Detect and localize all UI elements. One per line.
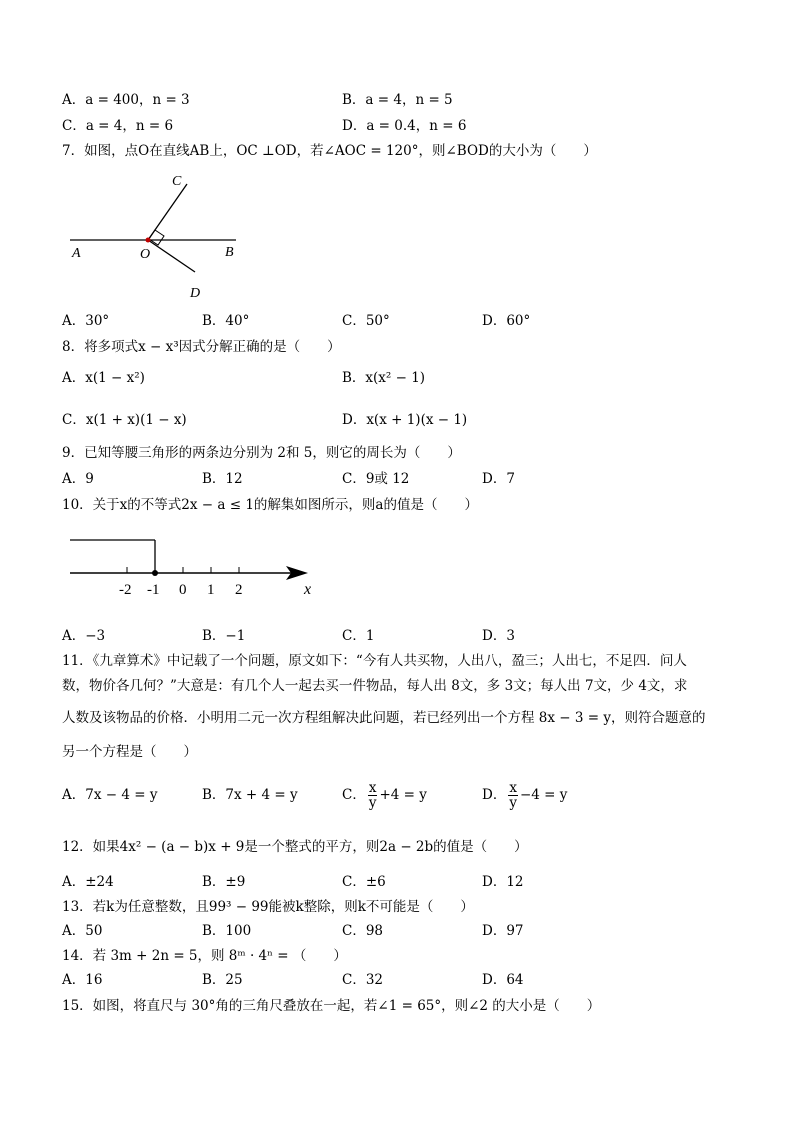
q11-option-c-fraction: [368, 781, 378, 810]
q13-option-a: A．50: [62, 923, 103, 939]
tick-label-0: 0: [179, 582, 187, 598]
q7-option-c: C．50°: [342, 313, 390, 329]
q11-option-d-suffix: −4 = y: [519, 787, 568, 803]
q7-option-b: B．40°: [202, 313, 250, 329]
q14-option-d: D．64: [482, 972, 524, 988]
q7-figure: [60, 165, 260, 305]
q12-option-c: C．±6: [342, 874, 386, 890]
q11-line-2: 数，物价各几何？”大意是：有几个人一起去买一件物品，每人出 8文，多 3文；每人出 7文，少 4文，求: [62, 678, 688, 694]
q12-option-b: B．±9: [202, 874, 246, 890]
q7-question: 7．如图，点O在直线AB上，OC ⊥OD，若∠AOC = 120°，则∠BOD的大小为（ ）: [62, 143, 597, 159]
q11-option-c-suffix: +4 = y: [379, 787, 427, 803]
tick-label--1: -1: [147, 582, 160, 598]
q10-option-c: C．1: [342, 628, 375, 644]
q11-option-a: A．7x − 4 = y: [62, 787, 158, 803]
solid-point: [152, 570, 158, 576]
q12-option-a: A．±24: [62, 874, 114, 890]
q13-option-b: B．100: [202, 923, 252, 939]
point-o: [146, 238, 151, 243]
q8-option-a: A．x(1 − x²): [62, 370, 145, 386]
q10-number-line: [62, 532, 332, 602]
q11-option-b: B．7x + 4 = y: [202, 787, 298, 803]
fraction-numerator: x: [368, 780, 377, 796]
label-o: O: [140, 247, 151, 262]
q11-option-c: [342, 775, 427, 815]
q11-line-4: 另一个方程是（ ）: [62, 744, 197, 760]
q8-option-b: B．x(x² − 1): [342, 370, 426, 386]
q11-line-1: 11．《九章算术》中记载了一个问题，原文如下：“今有人共买物，人出八，盈三；人出七，不足四．问人: [62, 653, 687, 669]
label-b: B: [225, 245, 234, 260]
label-a: A: [72, 246, 81, 261]
q11-option-d-prefix: D．: [482, 787, 507, 803]
q13-option-c: C．98: [342, 923, 384, 939]
tick-label-2: 2: [235, 582, 243, 598]
q6-option-c: C．a = 4，n = 6: [62, 118, 174, 134]
fraction-denominator: y: [509, 795, 517, 811]
q14-question: 14．若 3m + 2n = 5，则 8ᵐ · 4ⁿ = （ ）: [62, 948, 347, 964]
q11-option-c-prefix: C．: [342, 787, 366, 803]
q6-option-a: A．a = 400，n = 3: [62, 92, 190, 108]
q9-option-b: B．12: [202, 471, 243, 487]
q10-question: 10．关于x的不等式2x − a ≤ 1的解集如图所示，则a的值是（ ）: [62, 497, 478, 513]
fraction-numerator: x: [509, 780, 517, 796]
ray-od: [148, 240, 195, 272]
q11-option-d: [482, 775, 567, 815]
q10-option-a: A．−3: [62, 628, 106, 644]
tick-label--2: -2: [119, 582, 132, 598]
q11-line-3: 人数及该物品的价格．小明用二元一次方程组解决此问题，若已经列出一个方程 8x − 3 = y，则符合题意的: [62, 710, 706, 726]
fraction-denominator: y: [368, 795, 377, 811]
label-d: D: [190, 286, 201, 301]
label-c: C: [172, 174, 182, 189]
q15-question: 15．如图，将直尺与 30°角的三角尺叠放在一起，若∠1 = 65°，则∠2 的大小是（ ）: [62, 998, 601, 1014]
q9-option-a: A．9: [62, 471, 94, 487]
q8-option-d: D．x(x + 1)(x − 1): [342, 412, 468, 428]
q7-option-a: A．30°: [62, 313, 110, 329]
q12-question: 12．如果4x² − (a − b)x + 9是一个整式的平方，则2a − 2b的值是（ ）: [62, 839, 528, 855]
q6-option-d: D．a = 0.4，n = 6: [342, 118, 467, 134]
q7-option-d: D．60°: [482, 313, 531, 329]
q11-option-d-fraction: [508, 781, 518, 810]
tick-label-1: 1: [207, 582, 215, 598]
q9-option-c: C．9或 12: [342, 471, 410, 487]
axis-var-label: x: [304, 581, 312, 598]
q6-option-b: B．a = 4，n = 5: [342, 92, 453, 108]
q14-option-c: C．32: [342, 972, 384, 988]
q12-option-d: D．12: [482, 874, 524, 890]
q9-option-d: D．7: [482, 471, 515, 487]
q10-option-b: B．−1: [202, 628, 246, 644]
q13-question: 13．若k为任意整数，且99³ − 99能被k整除，则k不可能是（ ）: [62, 899, 474, 915]
q9-question: 9．已知等腰三角形的两条边分别为 2和 5，则它的周长为（ ）: [62, 445, 461, 461]
q10-option-d: D．3: [482, 628, 515, 644]
q14-option-a: A．16: [62, 972, 103, 988]
q13-option-d: D．97: [482, 923, 524, 939]
q8-question: 8．将多项式x − x³因式分解正确的是（ ）: [62, 339, 341, 355]
q8-option-c: C．x(1 + x)(1 − x): [62, 412, 187, 428]
q14-option-b: B．25: [202, 972, 243, 988]
